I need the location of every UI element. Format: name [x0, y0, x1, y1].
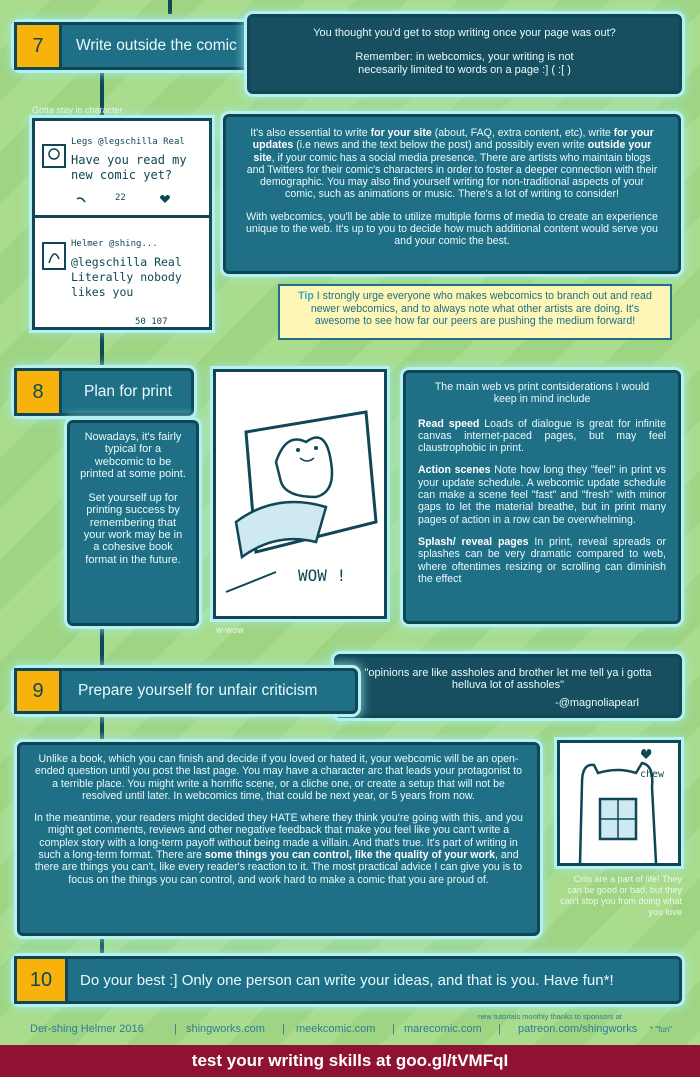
section7-intro2: Remember: in webcomics, your writing is not necesarily limited to words on a page :] ( :[ ) — [355, 51, 574, 76]
credit-site1[interactable]: shingworks.com — [186, 1023, 265, 1035]
avatar-icon — [41, 143, 67, 169]
section10-number: 10 — [14, 956, 68, 1004]
section9-panel-sfx: chew — [640, 769, 665, 780]
tip-text: I strongly urge everyone who makes webcomics to branch out and read newer webcomics, and to always note what other artists are doing. It's awesome to see how far our peers are pushing the medium forward! — [310, 290, 652, 327]
section8-panel-caption: w-wow — [216, 625, 244, 635]
tweet1-handle: Legs @legschilla Real — [71, 137, 185, 147]
body-text: (i.e news and the text below the post) and possibly even write — [293, 139, 588, 152]
credit-patreon[interactable]: patreon.com/shingworks — [518, 1023, 638, 1035]
heart-icon — [159, 194, 171, 204]
section7-tip-box — [278, 284, 672, 340]
tweet1-counts: 22 — [115, 193, 126, 203]
section10-title: Do your best :] Only one person can write your ideas, and that is you. Have fun*! — [80, 971, 614, 989]
connector-line — [100, 936, 104, 956]
section7-tweet-panel — [32, 118, 212, 330]
section9-quote: "opinions are like assholes and brother let me tell ya i gotta helluva lot of assholes" — [364, 667, 652, 692]
credit-site3[interactable]: marecomic.com — [404, 1023, 482, 1035]
section8-number: 8 — [14, 368, 62, 416]
body-bold: some things you can control, like the quality of your work — [204, 849, 496, 862]
credit-separator: | — [392, 1023, 395, 1035]
avatar-icon — [41, 241, 67, 271]
section8-read-speed — [418, 418, 666, 455]
section8-splash-pages — [418, 536, 666, 585]
credit-separator: | — [498, 1023, 501, 1035]
section9-chew-panel — [557, 740, 681, 866]
section7-body-p1 — [246, 127, 658, 201]
tweet2-counts: 50 107 — [135, 317, 168, 327]
body-text: (about, FAQ, extra content, etc), write — [431, 127, 614, 139]
section7-number: 7 — [14, 22, 62, 70]
read-text: Loads of dialogue is great for infinite canvas internet-paced pages, but may feel claustrophobic in print. — [418, 417, 666, 455]
section8-side-p1: Nowadays, it's fairly typical for a webcomic to be printed at some point. — [80, 431, 186, 480]
critter-illustration — [560, 743, 678, 863]
connector-line — [168, 0, 172, 14]
action-label: Action scenes — [418, 464, 491, 477]
section8-panel-sfx: WOW ! — [298, 566, 347, 585]
section9-title: Prepare yourself for unfair criticism — [78, 682, 318, 699]
body-text: It's also essential to write — [250, 127, 371, 139]
footer-text: test your writing skills at goo.gl/tVMFqI — [191, 1051, 509, 1070]
credit-site2[interactable]: meekcomic.com — [296, 1023, 376, 1035]
credit-separator: | — [282, 1023, 285, 1035]
section8-book-panel — [213, 369, 387, 619]
section7-intro: You thought you'd get to stop writing once your page was out? — [313, 27, 616, 39]
credit-author: Der-shing Helmer 2016 — [30, 1023, 144, 1035]
body-text: , and there are things you can't, like every reader's reaction to it. The most practical advice I can give you is to focus on the things you can control, and work hard to make a comic that you are proud of. — [34, 849, 523, 886]
splash-text: In print, reveal spreads or splashes can be very dramatic compared to web, where oftentimes resizing or scrolling can diminish the effect — [418, 535, 666, 585]
section8-side-p2: Set yourself up for printing success by remembering that your work may be in a cohesive book format in the future. — [83, 492, 183, 566]
body-text: , if your comic has a social media presence. There are artists who maintain blogs and Twitters for their comic's characters in order to foster a deeper connection with their demographic. You may also find yourself writing for non-traditional aspects of your comic, such as animations or music. There's a lot of writing to consider! — [246, 151, 658, 201]
tweet1-text: Have you read my new comic yet? — [71, 153, 187, 182]
tweet-divider — [35, 215, 209, 218]
action-text: Note how long they "feel" in print vs your update schedule. A webcomic update schedule can make a scene feel "fast" and "fresh" with minor gaps to let the material breathe, but in print many pages of action in a row can be overwhelming. — [418, 464, 666, 526]
tweet2-handle: Helmer @shing... — [71, 239, 158, 249]
section9-panel-caption: Crits are a part of life! They can be good or bad, but they can't stop you from doing what you love — [560, 874, 682, 917]
tip-label: Tip — [298, 290, 314, 302]
section7-panel-caption: Gotta stay in character — [32, 105, 123, 115]
body-bold: outside your site — [253, 139, 652, 164]
section9-body-p1: Unlike a book, which you can finish and decide if you loved or hated it, your webcomic will be an open-ended question until you post the last page. You may have a character arc that leads your protagonist to a terrible place. You might write a horrific scene, or a cliche one, or create a setup that will not be resolved until later. In webcomics time, that could be next year, or 5 years from now. — [34, 753, 523, 802]
section9-quote-box — [334, 654, 682, 718]
body-text: In the meantime, your readers might decided they HATE where they think you're going with this, and you might get comments, reviews and other negative feedback that make you feel like you can't write a complex story with a long-term payoff without being made a villain. And that's true. It's part of writing in such a long-term format. There are — [34, 812, 523, 862]
tweet2-text: @legschilla Real Literally nobody likes you — [71, 255, 182, 299]
connector-line — [100, 714, 104, 744]
section8-side-box — [67, 420, 199, 626]
credit-sponsor-note: new tutorials monthly thanks to sponsors at — [478, 1012, 622, 1021]
section8-title: Plan for print — [84, 383, 172, 400]
credit-fun-note: * "fun" — [650, 1025, 673, 1034]
body-bold: for your updates — [252, 127, 654, 152]
section7-body-p2: With webcomics, you'll be able to utilize multiple forms of media to create an experience unique to the web. It's up to you to decide how much additional content would serve you and your comic the best. — [246, 210, 658, 248]
section9-body-box — [17, 742, 540, 936]
read-label: Read speed — [418, 417, 480, 430]
connector-line — [100, 624, 104, 668]
footer-banner[interactable] — [0, 1045, 700, 1077]
credit-separator: | — [174, 1023, 177, 1035]
splash-label: Splash/ reveal pages — [418, 535, 529, 548]
section9-number: 9 — [14, 668, 62, 714]
section7-body-box — [223, 114, 681, 274]
section9-quote-author: -@magnoliapearl — [555, 696, 639, 709]
section9-body-p2 — [34, 812, 523, 886]
section8-action-scenes — [418, 464, 666, 525]
section8-right-intro: The main web vs print contsiderations I would keep in mind include — [434, 381, 650, 406]
section7-title: Write outside the comic — [76, 37, 237, 54]
section8-right-box — [403, 370, 681, 624]
body-bold: for your site — [370, 127, 432, 139]
section7-intro-box — [247, 14, 682, 94]
reply-icon — [75, 194, 87, 204]
